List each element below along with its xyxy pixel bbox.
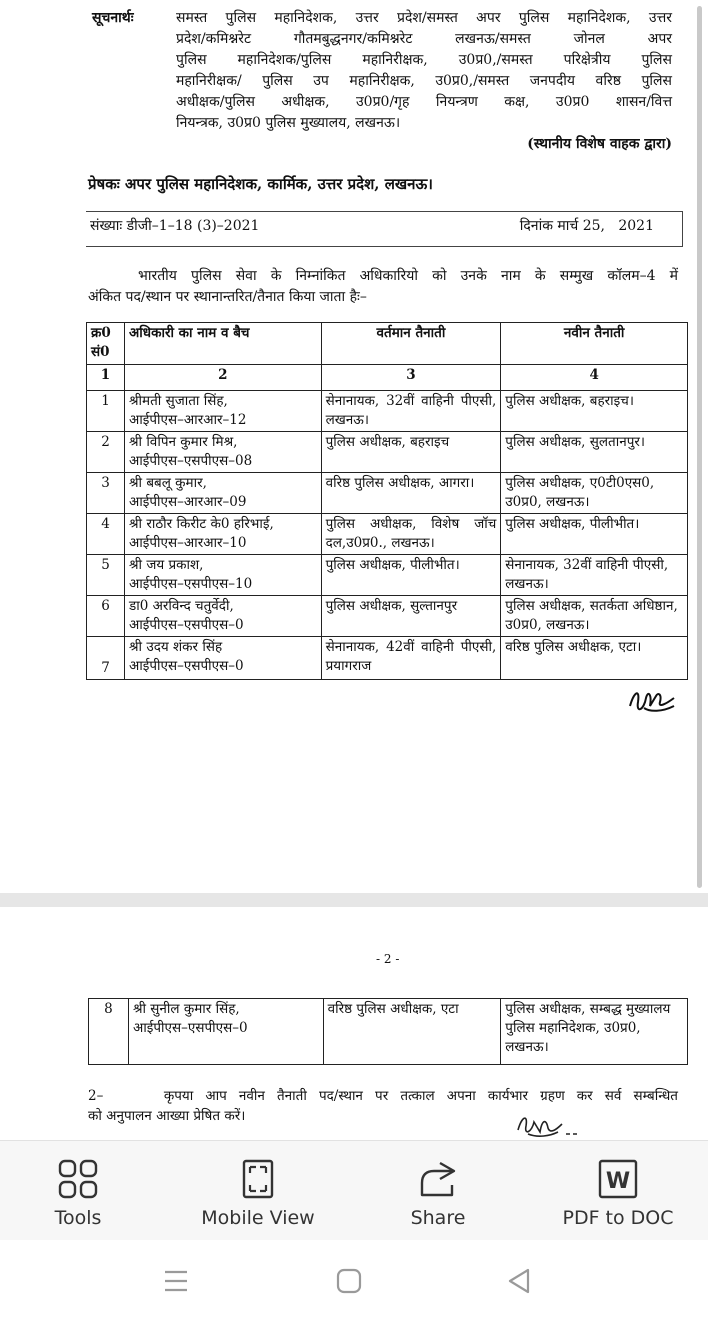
- page-number: - 2 -: [376, 952, 400, 966]
- row-current-posting: पुलिस अधीक्षक, बहराइच: [321, 432, 501, 473]
- column-number: 1: [87, 365, 125, 391]
- row-sn: 4: [87, 514, 125, 555]
- row-officer: [124, 473, 321, 514]
- row-officer: [124, 514, 321, 555]
- officer-name: श्री उदय शंकर सिंह: [128, 639, 223, 655]
- intro-line: अंकित पद/स्थान पर स्थानान्तरित/तैनात किया जाता हैः–: [88, 289, 367, 305]
- row-officer: [124, 596, 321, 637]
- row-current-posting: पुलिस अधीक्षक, पीलीभीत।: [321, 555, 501, 596]
- posting-table: [86, 322, 688, 680]
- intro-paragraph: [88, 266, 678, 308]
- pdf-to-doc-button[interactable]: [548, 1141, 688, 1241]
- officer-name: श्री सुनील कुमार सिंह,: [132, 1001, 240, 1017]
- officer-batch: आईपीएस–एसपीएस–0: [132, 1020, 248, 1036]
- suchnarth-recipients: [176, 8, 672, 134]
- row-new-posting: पुलिस अधीक्षक, सम्बद्ध मुख्यालय पुलिस महानिदेशक, उ0प्र0, लखनऊ।: [501, 999, 688, 1065]
- system-navigation-bar: [0, 1240, 708, 1325]
- row-officer: [124, 432, 321, 473]
- tools-grid-icon: [58, 1141, 98, 1199]
- row-current-posting: सेनानायक, 42वीं वाहिनी पीएसी, प्रयागराज: [321, 637, 501, 680]
- officer-batch: आईपीएस–आरआर–09: [128, 494, 247, 510]
- mobile-view-label: Mobile View: [201, 1207, 315, 1229]
- signature-image: [514, 1110, 584, 1140]
- header-sn: क्र0 सं0: [87, 323, 125, 365]
- table-row: [87, 432, 688, 473]
- row-sn: 2: [87, 432, 125, 473]
- row-new-posting: पुलिस अधीक्षक, सतर्कता अधिष्ठान, उ0प्र0, लखनऊ।: [501, 596, 688, 637]
- officer-name: डा0 अरविन्द चतुर्वेदी,: [128, 598, 234, 614]
- column-number: 3: [321, 365, 501, 391]
- bottom-toolbar: [0, 1140, 708, 1241]
- row-new-posting: पुलिस अधीक्षक, पीलीभीत।: [501, 514, 688, 555]
- header-name: अधिकारी का नाम व बैच: [124, 323, 321, 365]
- table-row: [87, 514, 688, 555]
- delivery-note: (स्थानीय विशेष वाहक द्वारा): [527, 136, 672, 152]
- table-row: [87, 473, 688, 514]
- back-icon[interactable]: [506, 1268, 532, 1294]
- row-current-posting: पुलिस अधीक्षक, सुल्तानपुर: [321, 596, 501, 637]
- column-number-row: [87, 365, 688, 391]
- header-new: नवीन तैनाती: [501, 323, 688, 365]
- row-sn: 3: [87, 473, 125, 514]
- row-sn: 1: [87, 391, 125, 432]
- tools-label: Tools: [54, 1207, 102, 1229]
- share-icon: [418, 1141, 458, 1199]
- row-current-posting: वरिष्ठ पुलिस अधीक्षक, आगरा।: [321, 473, 501, 514]
- officer-batch: आईपीएस–एसपीएस–0: [128, 658, 244, 674]
- table-row: [87, 637, 688, 680]
- recipient-line: नियन्त्रक, उ0प्र0 पुलिस मुख्यालय, लखनऊ।: [176, 115, 401, 131]
- recipient-line: अधीक्षक/पुलिस अधीक्षक, उ0प्र0/गृह नियन्त्रण कक्ष, उ0प्र0 शासन/वित्त: [176, 94, 672, 110]
- word-doc-icon: [598, 1141, 638, 1199]
- table-header-row: [87, 323, 688, 365]
- word-icon-letter: W: [605, 1169, 631, 1194]
- row-officer: [124, 555, 321, 596]
- tools-button[interactable]: [18, 1141, 138, 1241]
- row-officer: [128, 999, 323, 1065]
- officer-batch: आईपीएस–एसपीएस–08: [128, 453, 253, 469]
- officer-name: श्री बबलू कुमार,: [128, 475, 207, 491]
- officer-name: श्री जय प्रकाश,: [128, 557, 204, 573]
- closing-line: 2– कृपया आप नवीन तैनाती पद/स्थान पर तत्काल अपना कार्यभार ग्रहण कर सर्व सम्बन्धित: [88, 1088, 678, 1104]
- share-label: Share: [410, 1207, 466, 1229]
- closing-line: को अनुपालन आख्या प्रेषित करें।: [88, 1108, 246, 1124]
- table-row: [87, 596, 688, 637]
- reference-box: [86, 211, 683, 247]
- row-sn: 7: [87, 637, 125, 680]
- officer-batch: आईपीएस–एसपीएस–0: [128, 617, 244, 633]
- row-new-posting: वरिष्ठ पुलिस अधीक्षक, एटा।: [501, 637, 688, 680]
- posting-table-continued: [88, 998, 688, 1065]
- mobile-view-button[interactable]: [188, 1141, 328, 1241]
- row-new-posting: पुलिस अधीक्षक, बहराइच।: [501, 391, 688, 432]
- table-row: [87, 555, 688, 596]
- row-sn: 8: [89, 999, 129, 1065]
- page-separator: [0, 893, 708, 907]
- reference-number: संख्याः डीजी–1–18 (3)–2021: [90, 218, 260, 234]
- sender-line: प्रेषकः अपर पुलिस महानिदेशक, कार्मिक, उत्तर प्रदेश, लखनऊ।: [88, 175, 433, 193]
- row-current-posting: सेनानायक, 32वीं वाहिनी पीएसी, लखनऊ।: [321, 391, 501, 432]
- officer-batch: आईपीएस–आरआर–12: [128, 412, 247, 428]
- officer-name: श्री राठौर किरीट के0 हरिभाई,: [128, 516, 274, 532]
- row-officer: [124, 391, 321, 432]
- column-number: 2: [124, 365, 321, 391]
- recent-apps-icon[interactable]: [163, 1268, 189, 1294]
- pdf-to-doc-label: PDF to DOC: [562, 1207, 674, 1229]
- share-button[interactable]: [378, 1141, 498, 1241]
- intro-line: भारतीय पुलिस सेवा के निम्नांकित अधिकारियो को उनके नाम के सम्मुख कॉलम–4 में: [138, 268, 678, 284]
- row-new-posting: पुलिस अधीक्षक, सुलतानपुर।: [501, 432, 688, 473]
- recipient-line: पुलिस महानिदेशक/पुलिस महानिरीक्षक, उ0प्र0,/समस्त परिक्षेत्रीय पुलिस: [176, 52, 672, 68]
- recipient-line: महानिरीक्षक/ पुलिस उप महानिरीक्षक, उ0प्र0,/समस्त जनपदीय वरिष्ठ पुलिस: [176, 73, 672, 89]
- recipient-line: प्रदेश/कमिश्नरेट गौतमबुद्धनगर/कमिश्नरेट लखनऊ/समस्त जोनल अपर: [176, 31, 672, 47]
- row-new-posting: सेनानायक, 32वीं वाहिनी पीएसी, लखनऊ।: [501, 555, 688, 596]
- officer-batch: आईपीएस–एसपीएस–10: [128, 576, 253, 592]
- row-new-posting: पुलिस अधीक्षक, ए0टी0एस0, उ0प्र0, लखनऊ।: [501, 473, 688, 514]
- officer-name: श्री विपिन कुमार मिश्र,: [128, 434, 238, 450]
- reference-date: दिनांक मार्च 25, 2021: [519, 218, 654, 234]
- home-icon[interactable]: [336, 1268, 362, 1294]
- table-row: [87, 391, 688, 432]
- officer-name: श्रीमती सुजाता सिंह,: [128, 393, 228, 409]
- row-sn: 5: [87, 555, 125, 596]
- closing-paragraph: [88, 1086, 678, 1126]
- officer-batch: आईपीएस–आरआर–10: [128, 535, 247, 551]
- row-sn: 6: [87, 596, 125, 637]
- mobile-view-icon: [242, 1141, 274, 1199]
- row-current-posting: पुलिस अधीक्षक, विशेष जॉच दल,उ0प्र0., लखनऊ।: [321, 514, 501, 555]
- recipient-line: समस्त पुलिस महानिदेशक, उत्तर प्रदेश/समस्त अपर पुलिस महानिदेशक, उत्तर: [176, 10, 672, 26]
- table-row: [89, 999, 688, 1065]
- column-number: 4: [501, 365, 688, 391]
- header-current: वर्तमान तैनाती: [321, 323, 501, 365]
- row-current-posting: वरिष्ठ पुलिस अधीक्षक, एटा: [323, 999, 501, 1065]
- row-officer: [124, 637, 321, 680]
- suchnarth-label: सूचनार्थः: [92, 10, 134, 26]
- signature-image: [624, 684, 680, 720]
- document-scrollbar[interactable]: [697, 6, 702, 888]
